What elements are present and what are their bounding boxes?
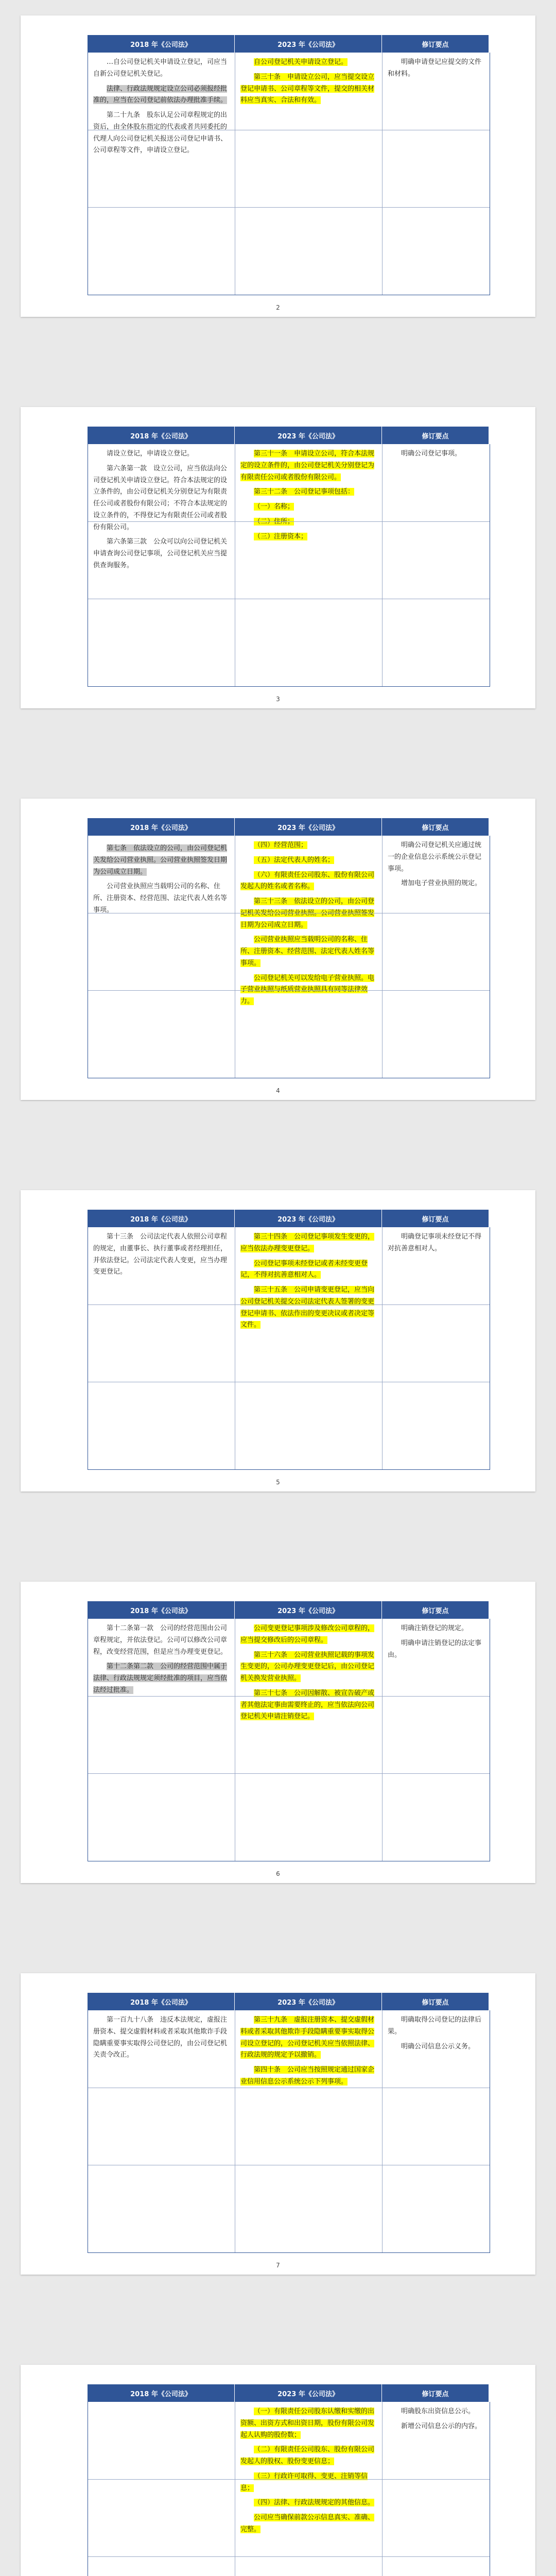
new-paragraph [240,870,377,893]
note-paragraph [388,1623,484,1635]
table-header [88,818,489,836]
new-paragraph [240,1284,377,1331]
note-text: 明确公司信息公示义务。 [401,2042,475,2050]
page-number: 2 [276,304,280,311]
old-text: …自公司登记机关申请设立登记，司应当自新公司登记机关登记。 [93,58,228,78]
new-text: 第三十九条 虚报注册资本、提交虚假材料或者采取其他欺诈手段隐瞒重要事实取得公司设立登记的，公司登记机关应当依照法律、行政法规的规定予以撤销。 [240,2016,375,2059]
column-old [88,1619,235,1861]
new-paragraph [240,57,377,69]
note-paragraph [388,1231,484,1255]
header-new: 2023 年《公司法》 [235,1210,382,1227]
header-new: 2023 年《公司法》 [235,2384,382,2402]
document-page [21,1582,535,1883]
new-text: （一）名称； [254,503,294,511]
header-old: 2018 年《公司法》 [88,35,235,53]
page-number: 3 [276,696,280,703]
note-paragraph [388,448,484,460]
old-text: 第七条 依法设立的公司，由公司登记机关发给公司营业执照。公司营业执照签发日期为公司成立日期。 [93,844,228,876]
new-paragraph [240,516,377,528]
new-text: （六）有限责任公司股东、股份有限公司发起人的姓名或者名称。 [240,871,375,891]
header-old: 2018 年《公司法》 [88,1601,235,1619]
row-divider [88,1773,490,1774]
old-text: 法律、行政法规规定设立公司必须报经批准的，应当在公司登记前依法办理批准手续。 [93,84,228,105]
new-paragraph [240,2406,377,2441]
note-text: 明确登记事项未经登记不得对抗善意相对人。 [388,1233,482,1252]
column-note [383,2010,490,2252]
column-note [383,444,490,686]
column-new [235,1227,383,1469]
new-text: （三）注册资本； [254,532,308,540]
old-text: 第六条第一款 设立公司，应当依法向公司登记机关申请设立登记。符合本法规定的设立条件的，由公司登记机关分别登记为有限责任公司或者股份有限公司；不符合本法规定的设立条件的，不得登记为有限责任公司或者股份有限公司。 [93,464,228,531]
comparison-table [88,53,490,295]
old-paragraph [93,83,230,107]
column-old [88,2010,235,2252]
column-note [383,1227,490,1469]
note-paragraph [388,878,484,890]
row-divider [88,1696,490,1697]
column-old [88,444,235,686]
row-divider [88,2479,490,2480]
header-note: 修订要点 [382,818,489,836]
new-paragraph [240,2064,377,2088]
page-number: 4 [276,1087,280,1094]
note-text: 明确股东出资信息公示。 [401,2408,475,2415]
document-page [21,407,535,708]
new-paragraph [240,2512,377,2536]
header-new: 2023 年《公司法》 [235,1993,382,2010]
new-paragraph [240,2497,377,2509]
new-paragraph [240,2014,377,2061]
new-paragraph [240,1258,377,1282]
table-header [88,35,489,53]
column-old [88,1227,235,1469]
new-paragraph [240,855,377,867]
old-paragraph [93,843,230,878]
new-text: 第四十条 公司应当按照规定通过国家企业信用信息公示系统公示下列事项。 [240,2066,375,2086]
header-old: 2018 年《公司法》 [88,427,235,444]
new-text: （二）住所； [254,517,294,526]
new-paragraph [240,840,377,852]
table-header [88,1601,489,1619]
comparison-table [88,836,490,1078]
note-text: 明确取得公司登记的法律后果。 [388,2016,482,2036]
new-text: 公司登记机关可以发给电子营业执照。电子营业执照与纸质营业执照具有同等法律效力。 [240,974,375,1005]
new-paragraph [240,72,377,107]
column-note [383,2402,490,2576]
note-text: 新增公司信息公示的内容。 [401,2422,482,2430]
old-text: 第六条第三款 公众可以向公司登记机关申请查询公司登记事项，公司登记机关应当提供查询服务。 [93,538,228,569]
new-text: 第三十三条 依法设立的公司，由公司登记机关发给公司营业执照。公司营业执照签发日期为公司成立日期。 [240,897,375,929]
column-new [235,836,383,1078]
table-header [88,1993,489,2010]
new-text: （四）法律、行政法规规定的其他信息。 [254,2499,375,2507]
comparison-table [88,2010,490,2253]
note-text: 明确申请注销登记的法定事由。 [388,1639,482,1659]
header-note: 修订要点 [382,1993,489,2010]
old-paragraph [93,110,230,157]
column-note [383,53,490,295]
header-note: 修订要点 [382,35,489,53]
new-text: 公司登记事项未经登记或者未经变更登记，不得对抗善意相对人。 [240,1259,368,1279]
document-page [21,1973,535,2275]
new-paragraph [240,448,377,483]
column-old [88,2402,235,2576]
note-text: 明确注销登记的规定。 [401,1624,468,1632]
old-paragraph [93,57,230,80]
note-text: 明确申请登记应提交的文件和材料。 [388,58,482,78]
old-text: 第十二条第二款 公司的经营范围中属于法律、行政法规规定须经批准的项目，应当依法经过批准。 [93,1663,228,1694]
old-text: 第十三条 公司法定代表人依照公司章程的规定，由董事长、执行董事或者经理担任，并依法登记。公司法定代表人变更，应当办理变更登记。 [93,1233,228,1276]
column-new [235,2402,383,2576]
row-divider [88,990,490,991]
new-text: 公司变更登记事项涉及修改公司章程的，应当提交修改后的公司章程。 [240,1624,375,1644]
new-paragraph [240,2471,377,2495]
new-text: 第三十一条 申请设立公司，符合本法规定的设立条件的，由公司登记机关分别登记为有限责任公司或者股份有限公司。 [240,450,375,481]
old-text: 第十二条第一款 公司的经营范围由公司章程规定，并依法登记。公司可以修改公司章程，改变经营范围，但是应当办理变更登记。 [93,1624,228,1656]
new-text: （一）有限责任公司股东认缴和实缴的出资额、出资方式和出资日期，股份有限公司发起人认购的股份数； [240,2408,375,2439]
note-paragraph [388,2406,484,2418]
header-note: 修订要点 [382,1601,489,1619]
column-new [235,1619,383,1861]
row-divider [88,1304,490,1305]
new-text: 自公司登记机关申请设立登记。 [254,58,348,66]
header-note: 修订要点 [382,2384,489,2402]
table-header [88,2384,489,2402]
new-text: 第三十条 申请设立公司，应当提交设立登记申请书、公司章程等文件，提交的相关材料应当真实、合法和有效。 [240,73,375,105]
new-paragraph [240,1231,377,1255]
page-number: 7 [276,2262,280,2269]
note-paragraph [388,1638,484,1662]
old-paragraph [93,536,230,571]
header-old: 2018 年《公司法》 [88,818,235,836]
page-number: 5 [276,1479,280,1486]
old-paragraph [93,1231,230,1278]
column-note [383,1619,490,1861]
column-new [235,444,383,686]
new-paragraph [240,2444,377,2468]
page-number: 6 [276,1870,280,1877]
new-text: 第三十七条 公司因解散、被宣告破产或者其他法定事由需要终止的，应当依法向公司登记机关申请注销登记。 [240,1689,375,1721]
header-old: 2018 年《公司法》 [88,2384,235,2402]
new-text: （四）经营范围； [254,841,308,849]
column-new [235,2010,383,2252]
new-text: 第三十六条 公司营业执照记载的事项发生变更的，公司办理变更登记后，由公司登记机关换发营业执照。 [240,1651,375,1682]
header-old: 2018 年《公司法》 [88,1210,235,1227]
old-paragraph [93,2014,230,2061]
old-paragraph [93,463,230,534]
note-paragraph [388,57,484,80]
table-header [88,1210,489,1227]
column-new [235,53,383,295]
new-paragraph [240,486,377,498]
old-text: 第二十九条 股东认足公司章程规定的出资后，由全体股东指定的代表或者共同委托的代理人向公司登记机关报送公司登记申请书、公司章程等文件，申请设立登记。 [93,111,228,155]
new-paragraph [240,1623,377,1647]
header-note: 修订要点 [382,427,489,444]
new-text: （二）有限责任公司股东、股份有限公司发起人的股权、股份变更信息； [240,2446,375,2465]
header-note: 修订要点 [382,1210,489,1227]
document-page [21,15,535,317]
note-paragraph [388,840,484,875]
new-paragraph [240,934,377,969]
table-header [88,427,489,444]
old-text: 第一百九十八条 违反本法规定，虚报注册资本、提交虚假材料或者采取其他欺诈手段隐瞒重要事实取得公司登记的，由公司登记机关责令改正。 [93,2016,228,2059]
note-text: 增加电子营业执照的规定。 [401,879,482,888]
document-page [21,2365,535,2576]
new-text: 公司应当确保前款公示信息真实、准确、完整。 [240,2514,375,2533]
new-text: （三）行政许可取得、变更、注销等信息； [240,2472,368,2492]
comparison-table [88,444,490,687]
new-text: 第三十四条 公司登记事项发生变更的，应当依法办理变更登记。 [240,1233,375,1252]
note-paragraph [388,2421,484,2433]
header-new: 2023 年《公司法》 [235,35,382,53]
note-text: 明确公司登记事项。 [401,450,462,457]
comparison-table [88,1619,490,1861]
new-paragraph [240,896,377,931]
header-old: 2018 年《公司法》 [88,1993,235,2010]
note-text: 明确公司登记机关应通过统一的企业信息公示系统公示登记事项。 [388,841,482,873]
column-old [88,53,235,295]
new-paragraph [240,1650,377,1685]
column-old [88,836,235,1078]
header-new: 2023 年《公司法》 [235,1601,382,1619]
old-paragraph [93,1623,230,1658]
new-paragraph [240,1688,377,1723]
document-page [21,1190,535,1492]
comparison-table [88,2402,490,2576]
new-text: 第三十二条 公司登记事项包括： [254,488,355,496]
note-paragraph [388,2041,484,2053]
old-text: 公司营业执照应当载明公司的名称、住所、注册资本、经营范围、法定代表人姓名等事项。 [93,883,228,914]
old-paragraph [93,881,230,916]
new-text: 第三十五条 公司申请变更登记，应当向公司登记机关提交公司法定代表人签署的变更登记申请书、依法作出的变更决议或者决定等文件。 [240,1286,375,1329]
old-paragraph [93,1661,230,1696]
document-page [21,799,535,1100]
row-divider [88,2556,490,2557]
new-text: 公司营业执照应当载明公司的名称、住所、注册资本、经营范围、法定代表人姓名等事项。 [240,936,375,967]
old-paragraph [93,448,230,460]
comparison-table [88,1227,490,1470]
new-paragraph [240,501,377,513]
column-note [383,836,490,1078]
row-divider [88,207,490,208]
row-divider [88,521,490,522]
new-text: （五）法定代表人的姓名； [254,856,335,864]
old-text: 请设立登记，申请设立登记。 [107,450,194,457]
header-new: 2023 年《公司法》 [235,427,382,444]
header-new: 2023 年《公司法》 [235,818,382,836]
new-paragraph [240,531,377,543]
note-paragraph [388,2014,484,2038]
